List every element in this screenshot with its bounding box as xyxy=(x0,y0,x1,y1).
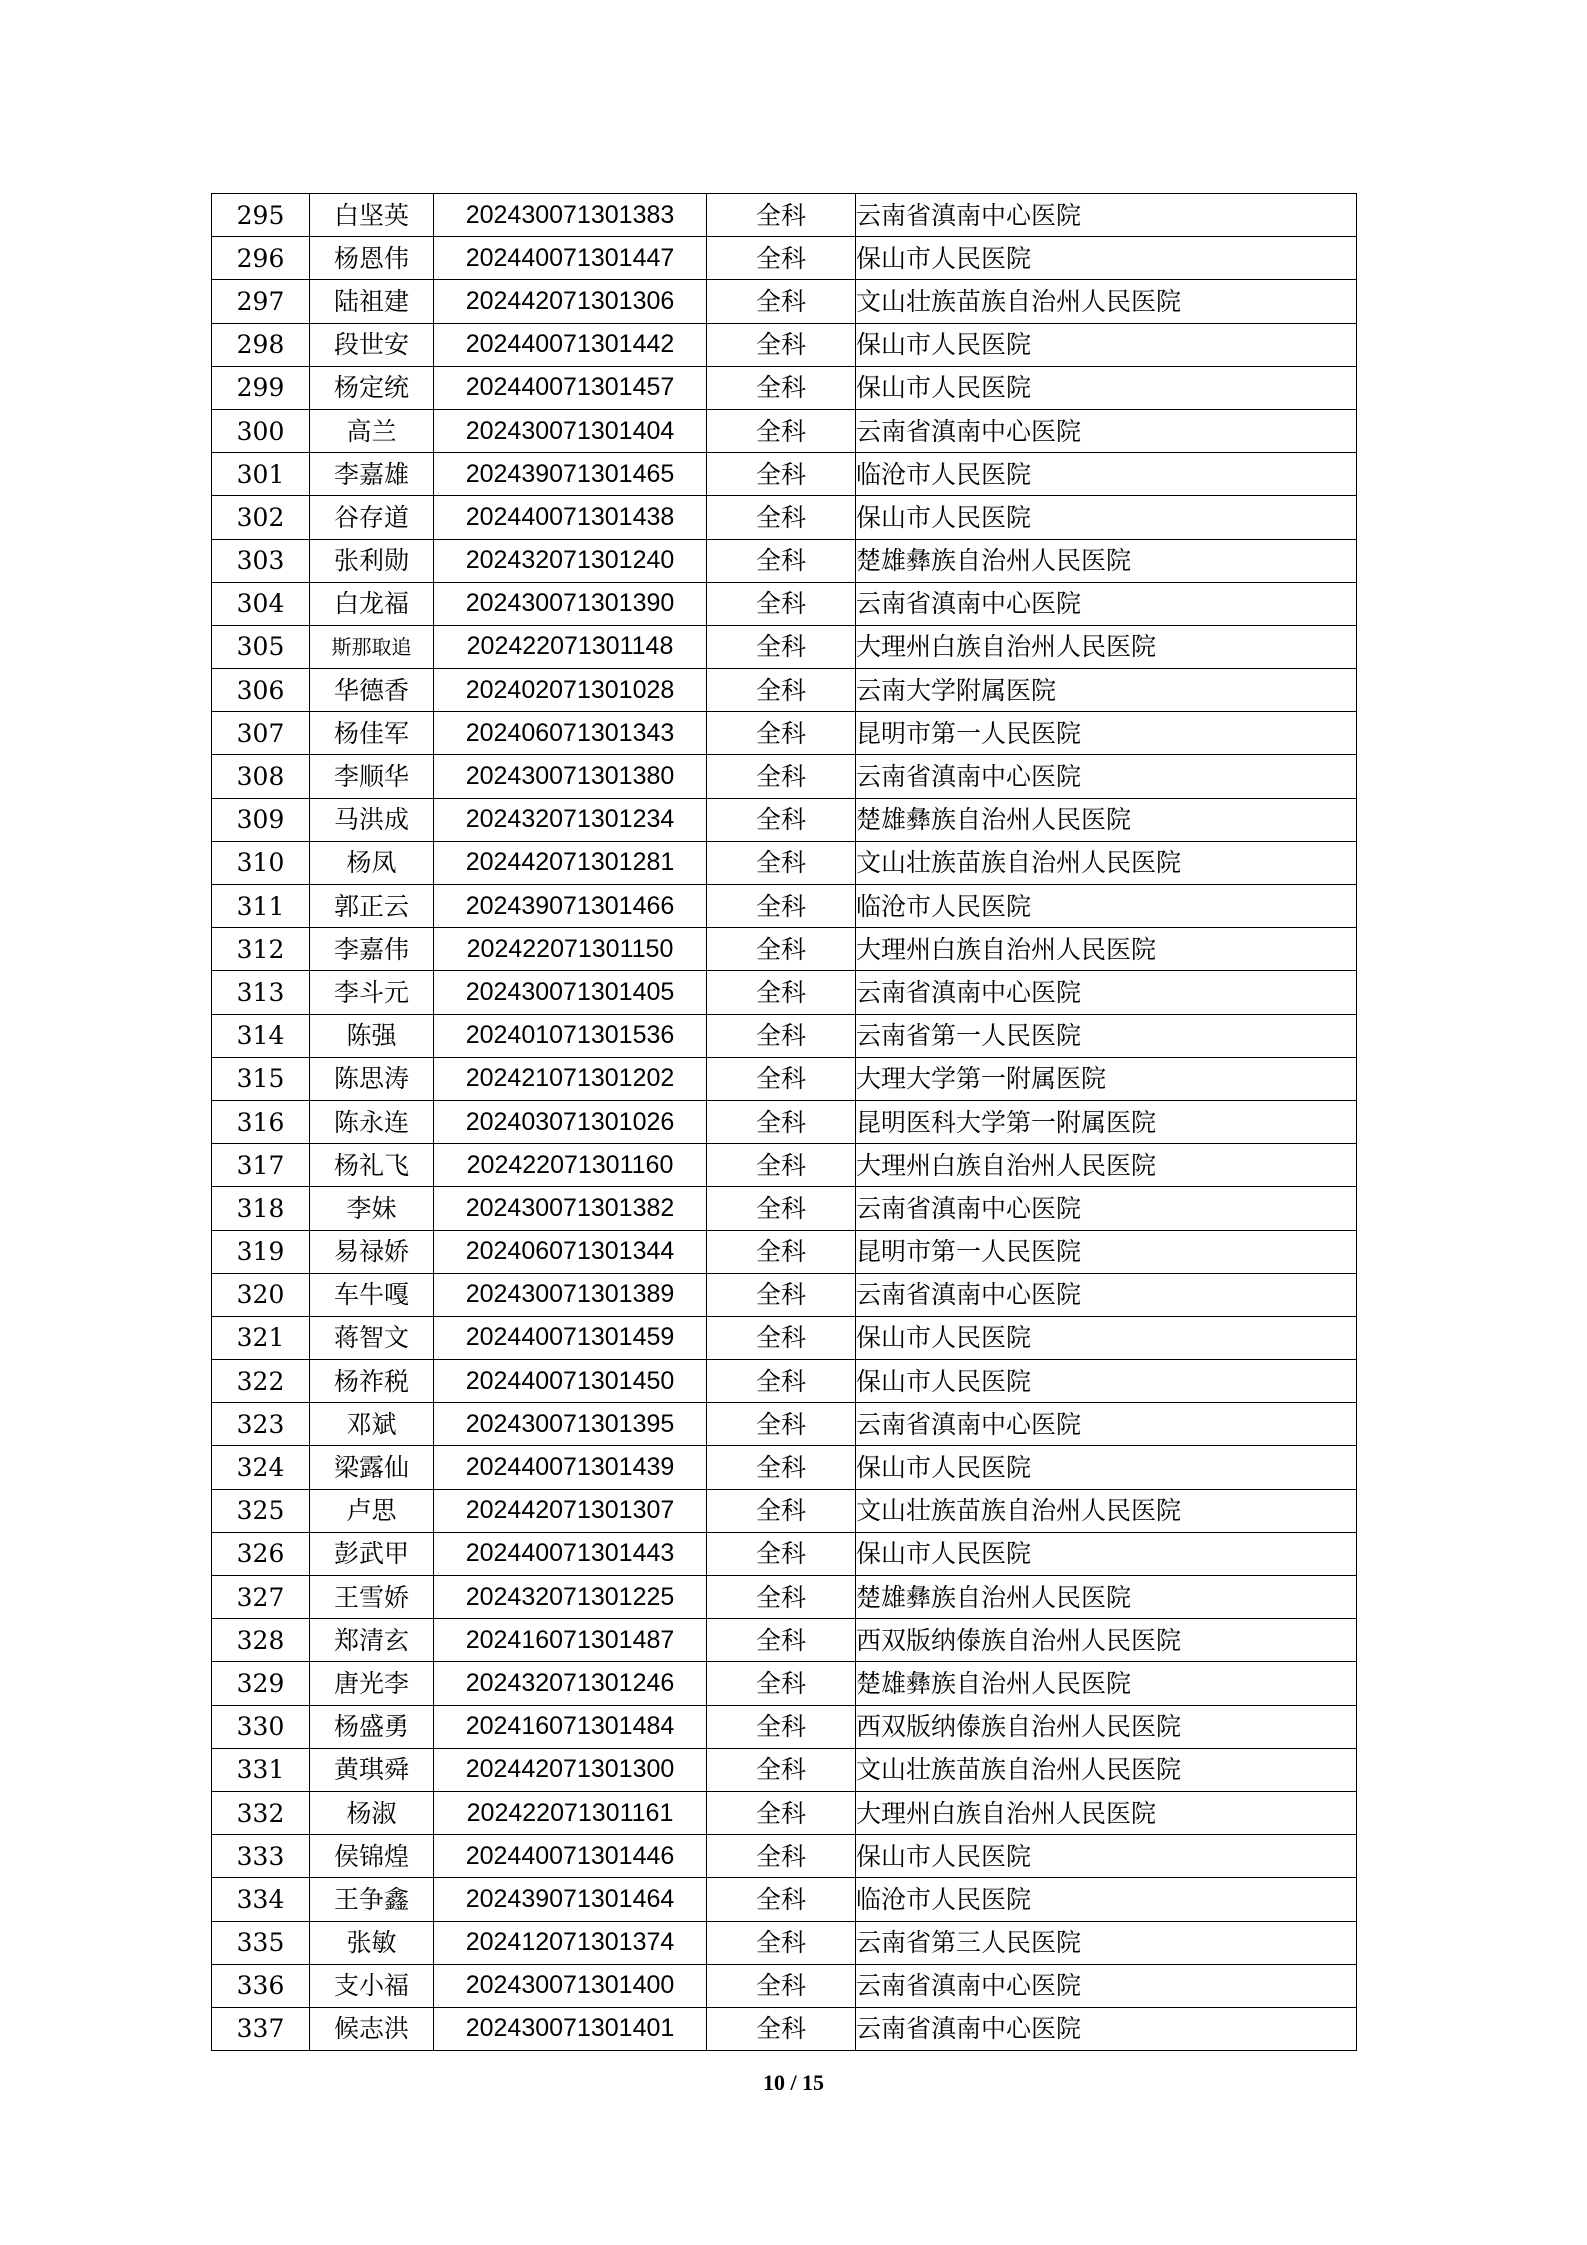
row-number-cell: 331 xyxy=(212,1748,310,1791)
specialty-cell: 全科 xyxy=(707,1921,856,1964)
name-cell: 王争鑫 xyxy=(310,1878,434,1921)
id-number-cell: 202440071301442 xyxy=(434,323,707,366)
row-number-cell: 322 xyxy=(212,1360,310,1403)
specialty-cell: 全科 xyxy=(707,280,856,323)
table-row xyxy=(212,798,1357,841)
id-number-cell: 202430071301395 xyxy=(434,1403,707,1446)
row-number-cell: 308 xyxy=(212,755,310,798)
row-number-cell: 330 xyxy=(212,1705,310,1748)
name-cell: 陆祖建 xyxy=(310,280,434,323)
table-row xyxy=(212,1057,1357,1100)
id-number-cell: 202422071301161 xyxy=(434,1791,707,1834)
name-cell: 梁露仙 xyxy=(310,1446,434,1489)
id-number-cell: 202432071301240 xyxy=(434,539,707,582)
row-number-cell: 310 xyxy=(212,841,310,884)
id-number-cell: 202432071301225 xyxy=(434,1576,707,1619)
hospital-cell: 临沧市人民医院 xyxy=(856,885,1357,928)
name-cell: 杨祚税 xyxy=(310,1360,434,1403)
hospital-cell: 大理州白族自治州人民医院 xyxy=(856,1791,1357,1834)
specialty-cell: 全科 xyxy=(707,1230,856,1273)
name-cell: 王雪娇 xyxy=(310,1576,434,1619)
id-number-cell: 202440071301446 xyxy=(434,1835,707,1878)
hospital-cell: 保山市人民医院 xyxy=(856,1446,1357,1489)
row-number-cell: 323 xyxy=(212,1403,310,1446)
hospital-cell: 云南省滇南中心医院 xyxy=(856,1403,1357,1446)
name-cell: 陈思涛 xyxy=(310,1057,434,1100)
row-number-cell: 309 xyxy=(212,798,310,841)
id-number-cell: 202440071301443 xyxy=(434,1532,707,1575)
hospital-cell: 保山市人民医院 xyxy=(856,496,1357,539)
hospital-cell: 临沧市人民医院 xyxy=(856,1878,1357,1921)
row-number-cell: 313 xyxy=(212,971,310,1014)
table-row xyxy=(212,194,1357,237)
name-cell: 易禄娇 xyxy=(310,1230,434,1273)
specialty-cell: 全科 xyxy=(707,1964,856,2007)
name-cell: 邓斌 xyxy=(310,1403,434,1446)
name-cell: 郭正云 xyxy=(310,885,434,928)
row-number-cell: 320 xyxy=(212,1273,310,1316)
table-row xyxy=(212,1489,1357,1532)
id-number-cell: 202412071301374 xyxy=(434,1921,707,1964)
id-number-cell: 202440071301459 xyxy=(434,1316,707,1359)
specialty-cell: 全科 xyxy=(707,841,856,884)
specialty-cell: 全科 xyxy=(707,1532,856,1575)
table-row xyxy=(212,928,1357,971)
specialty-cell: 全科 xyxy=(707,194,856,237)
hospital-cell: 云南省滇南中心医院 xyxy=(856,2007,1357,2050)
hospital-cell: 云南省滇南中心医院 xyxy=(856,1187,1357,1230)
specialty-cell: 全科 xyxy=(707,323,856,366)
table-row xyxy=(212,1705,1357,1748)
name-cell: 陈强 xyxy=(310,1014,434,1057)
table-row xyxy=(212,669,1357,712)
row-number-cell: 329 xyxy=(212,1662,310,1705)
table-row xyxy=(212,323,1357,366)
id-number-cell: 202442071301281 xyxy=(434,841,707,884)
hospital-cell: 昆明市第一人民医院 xyxy=(856,712,1357,755)
table-row xyxy=(212,1878,1357,1921)
row-number-cell: 328 xyxy=(212,1619,310,1662)
hospital-cell: 云南省第一人民医院 xyxy=(856,1014,1357,1057)
hospital-cell: 云南大学附属医院 xyxy=(856,669,1357,712)
table-row xyxy=(212,280,1357,323)
row-number-cell: 295 xyxy=(212,194,310,237)
table-row xyxy=(212,1230,1357,1273)
hospital-cell: 保山市人民医院 xyxy=(856,1532,1357,1575)
id-number-cell: 202422071301150 xyxy=(434,928,707,971)
specialty-cell: 全科 xyxy=(707,1144,856,1187)
id-number-cell: 202442071301307 xyxy=(434,1489,707,1532)
name-cell: 卢思 xyxy=(310,1489,434,1532)
id-number-cell: 202430071301401 xyxy=(434,2007,707,2050)
id-number-cell: 202440071301457 xyxy=(434,366,707,409)
name-cell: 杨定统 xyxy=(310,366,434,409)
table-row xyxy=(212,1187,1357,1230)
name-cell: 李嘉伟 xyxy=(310,928,434,971)
row-number-cell: 312 xyxy=(212,928,310,971)
hospital-cell: 保山市人民医院 xyxy=(856,1835,1357,1878)
table-row xyxy=(212,1835,1357,1878)
id-number-cell: 202421071301202 xyxy=(434,1057,707,1100)
name-cell: 杨盛勇 xyxy=(310,1705,434,1748)
table-row xyxy=(212,539,1357,582)
table-row xyxy=(212,1446,1357,1489)
hospital-cell: 文山壮族苗族自治州人民医院 xyxy=(856,841,1357,884)
name-cell: 谷存道 xyxy=(310,496,434,539)
row-number-cell: 315 xyxy=(212,1057,310,1100)
specialty-cell: 全科 xyxy=(707,1835,856,1878)
hospital-cell: 云南省滇南中心医院 xyxy=(856,1273,1357,1316)
table-row xyxy=(212,366,1357,409)
hospital-cell: 云南省滇南中心医院 xyxy=(856,971,1357,1014)
name-cell: 白龙福 xyxy=(310,582,434,625)
specialty-cell: 全科 xyxy=(707,1791,856,1834)
specialty-cell: 全科 xyxy=(707,1057,856,1100)
id-number-cell: 202430071301400 xyxy=(434,1964,707,2007)
specialty-cell: 全科 xyxy=(707,1705,856,1748)
hospital-cell: 云南省第三人民医院 xyxy=(856,1921,1357,1964)
row-number-cell: 335 xyxy=(212,1921,310,1964)
id-number-cell: 202440071301450 xyxy=(434,1360,707,1403)
hospital-cell: 文山壮族苗族自治州人民医院 xyxy=(856,1489,1357,1532)
table-row xyxy=(212,1100,1357,1143)
specialty-cell: 全科 xyxy=(707,539,856,582)
name-cell: 李妹 xyxy=(310,1187,434,1230)
hospital-cell: 保山市人民医院 xyxy=(856,366,1357,409)
row-number-cell: 317 xyxy=(212,1144,310,1187)
table-row xyxy=(212,971,1357,1014)
hospital-cell: 楚雄彝族自治州人民医院 xyxy=(856,1576,1357,1619)
page-number: 10 / 15 xyxy=(762,2070,825,2095)
name-cell: 斯那取追 xyxy=(310,625,434,668)
name-cell: 黄琪舜 xyxy=(310,1748,434,1791)
hospital-cell: 楚雄彝族自治州人民医院 xyxy=(856,539,1357,582)
specialty-cell: 全科 xyxy=(707,971,856,1014)
table-row xyxy=(212,1921,1357,1964)
hospital-cell: 大理州白族自治州人民医院 xyxy=(856,625,1357,668)
row-number-cell: 303 xyxy=(212,539,310,582)
name-cell: 段世安 xyxy=(310,323,434,366)
table-row xyxy=(212,885,1357,928)
specialty-cell: 全科 xyxy=(707,1316,856,1359)
name-cell: 李嘉雄 xyxy=(310,453,434,496)
specialty-cell: 全科 xyxy=(707,1576,856,1619)
id-number-cell: 202439071301464 xyxy=(434,1878,707,1921)
specialty-cell: 全科 xyxy=(707,496,856,539)
row-number-cell: 307 xyxy=(212,712,310,755)
row-number-cell: 327 xyxy=(212,1576,310,1619)
hospital-cell: 云南省滇南中心医院 xyxy=(856,755,1357,798)
table-row xyxy=(212,2007,1357,2050)
row-number-cell: 326 xyxy=(212,1532,310,1575)
hospital-cell: 保山市人民医院 xyxy=(856,1316,1357,1359)
hospital-cell: 文山壮族苗族自治州人民医院 xyxy=(856,280,1357,323)
row-number-cell: 300 xyxy=(212,409,310,452)
name-cell: 杨淑 xyxy=(310,1791,434,1834)
table-row xyxy=(212,1748,1357,1791)
table-row xyxy=(212,1014,1357,1057)
specialty-cell: 全科 xyxy=(707,453,856,496)
id-number-cell: 202430071301405 xyxy=(434,971,707,1014)
specialty-cell: 全科 xyxy=(707,366,856,409)
name-cell: 张利勋 xyxy=(310,539,434,582)
row-number-cell: 311 xyxy=(212,885,310,928)
table-row xyxy=(212,1273,1357,1316)
table-row xyxy=(212,496,1357,539)
row-number-cell: 302 xyxy=(212,496,310,539)
specialty-cell: 全科 xyxy=(707,237,856,280)
name-cell: 侯锦煌 xyxy=(310,1835,434,1878)
row-number-cell: 332 xyxy=(212,1791,310,1834)
hospital-cell: 云南省滇南中心医院 xyxy=(856,194,1357,237)
specialty-cell: 全科 xyxy=(707,1662,856,1705)
id-number-cell: 202439071301466 xyxy=(434,885,707,928)
specialty-cell: 全科 xyxy=(707,669,856,712)
table-row xyxy=(212,1403,1357,1446)
id-number-cell: 202422071301160 xyxy=(434,1144,707,1187)
name-cell: 李斗元 xyxy=(310,971,434,1014)
id-number-cell: 202442071301306 xyxy=(434,280,707,323)
id-number-cell: 202406071301344 xyxy=(434,1230,707,1273)
name-cell: 张敏 xyxy=(310,1921,434,1964)
roster-table-body xyxy=(212,194,1357,2051)
hospital-cell: 大理大学第一附属医院 xyxy=(856,1057,1357,1100)
table-row xyxy=(212,1662,1357,1705)
table-row xyxy=(212,237,1357,280)
specialty-cell: 全科 xyxy=(707,1360,856,1403)
name-cell: 候志洪 xyxy=(310,2007,434,2050)
name-cell: 唐光李 xyxy=(310,1662,434,1705)
id-number-cell: 202442071301300 xyxy=(434,1748,707,1791)
name-cell: 杨礼飞 xyxy=(310,1144,434,1187)
hospital-cell: 大理州白族自治州人民医院 xyxy=(856,1144,1357,1187)
id-number-cell: 202440071301447 xyxy=(434,237,707,280)
hospital-cell: 文山壮族苗族自治州人民医院 xyxy=(856,1748,1357,1791)
row-number-cell: 297 xyxy=(212,280,310,323)
row-number-cell: 301 xyxy=(212,453,310,496)
hospital-cell: 楚雄彝族自治州人民医院 xyxy=(856,798,1357,841)
specialty-cell: 全科 xyxy=(707,1748,856,1791)
hospital-cell: 临沧市人民医院 xyxy=(856,453,1357,496)
name-cell: 杨凤 xyxy=(310,841,434,884)
id-number-cell: 202432071301234 xyxy=(434,798,707,841)
specialty-cell: 全科 xyxy=(707,409,856,452)
id-number-cell: 202403071301026 xyxy=(434,1100,707,1143)
specialty-cell: 全科 xyxy=(707,1014,856,1057)
table-row xyxy=(212,1619,1357,1662)
name-cell: 杨恩伟 xyxy=(310,237,434,280)
id-number-cell: 202406071301343 xyxy=(434,712,707,755)
row-number-cell: 298 xyxy=(212,323,310,366)
specialty-cell: 全科 xyxy=(707,1100,856,1143)
specialty-cell: 全科 xyxy=(707,712,856,755)
specialty-cell: 全科 xyxy=(707,1403,856,1446)
row-number-cell: 319 xyxy=(212,1230,310,1273)
id-number-cell: 202440071301438 xyxy=(434,496,707,539)
hospital-cell: 保山市人民医院 xyxy=(856,237,1357,280)
table-row xyxy=(212,755,1357,798)
id-number-cell: 202430071301382 xyxy=(434,1187,707,1230)
table-row xyxy=(212,1360,1357,1403)
row-number-cell: 333 xyxy=(212,1835,310,1878)
id-number-cell: 202439071301465 xyxy=(434,453,707,496)
row-number-cell: 316 xyxy=(212,1100,310,1143)
specialty-cell: 全科 xyxy=(707,1878,856,1921)
hospital-cell: 西双版纳傣族自治州人民医院 xyxy=(856,1705,1357,1748)
hospital-cell: 保山市人民医院 xyxy=(856,323,1357,366)
row-number-cell: 325 xyxy=(212,1489,310,1532)
table-row xyxy=(212,1576,1357,1619)
row-number-cell: 321 xyxy=(212,1316,310,1359)
table-row xyxy=(212,1532,1357,1575)
table-row xyxy=(212,409,1357,452)
id-number-cell: 202422071301148 xyxy=(434,625,707,668)
row-number-cell: 305 xyxy=(212,625,310,668)
id-number-cell: 202430071301390 xyxy=(434,582,707,625)
table-row xyxy=(212,1144,1357,1187)
specialty-cell: 全科 xyxy=(707,2007,856,2050)
specialty-cell: 全科 xyxy=(707,582,856,625)
row-number-cell: 334 xyxy=(212,1878,310,1921)
specialty-cell: 全科 xyxy=(707,1187,856,1230)
hospital-cell: 大理州白族自治州人民医院 xyxy=(856,928,1357,971)
row-number-cell: 336 xyxy=(212,1964,310,2007)
specialty-cell: 全科 xyxy=(707,755,856,798)
name-cell: 车牛嘎 xyxy=(310,1273,434,1316)
id-number-cell: 202440071301439 xyxy=(434,1446,707,1489)
name-cell: 蒋智文 xyxy=(310,1316,434,1359)
table-row xyxy=(212,453,1357,496)
name-cell: 彭武甲 xyxy=(310,1532,434,1575)
table-row xyxy=(212,1964,1357,2007)
specialty-cell: 全科 xyxy=(707,798,856,841)
specialty-cell: 全科 xyxy=(707,885,856,928)
id-number-cell: 202401071301536 xyxy=(434,1014,707,1057)
hospital-cell: 昆明医科大学第一附属医院 xyxy=(856,1100,1357,1143)
row-number-cell: 324 xyxy=(212,1446,310,1489)
hospital-cell: 楚雄彝族自治州人民医院 xyxy=(856,1662,1357,1705)
specialty-cell: 全科 xyxy=(707,1489,856,1532)
hospital-cell: 云南省滇南中心医院 xyxy=(856,582,1357,625)
id-number-cell: 202430071301380 xyxy=(434,755,707,798)
name-cell: 马洪成 xyxy=(310,798,434,841)
id-number-cell: 202430071301383 xyxy=(434,194,707,237)
roster-table xyxy=(211,193,1357,2051)
name-cell: 陈永连 xyxy=(310,1100,434,1143)
hospital-cell: 昆明市第一人民医院 xyxy=(856,1230,1357,1273)
row-number-cell: 306 xyxy=(212,669,310,712)
hospital-cell: 云南省滇南中心医院 xyxy=(856,1964,1357,2007)
row-number-cell: 304 xyxy=(212,582,310,625)
table-row xyxy=(212,1791,1357,1834)
row-number-cell: 296 xyxy=(212,237,310,280)
hospital-cell: 保山市人民医院 xyxy=(856,1360,1357,1403)
hospital-cell: 云南省滇南中心医院 xyxy=(856,409,1357,452)
specialty-cell: 全科 xyxy=(707,625,856,668)
id-number-cell: 202430071301404 xyxy=(434,409,707,452)
id-number-cell: 202402071301028 xyxy=(434,669,707,712)
row-number-cell: 318 xyxy=(212,1187,310,1230)
table-row xyxy=(212,582,1357,625)
row-number-cell: 299 xyxy=(212,366,310,409)
row-number-cell: 337 xyxy=(212,2007,310,2050)
specialty-cell: 全科 xyxy=(707,928,856,971)
name-cell: 华德香 xyxy=(310,669,434,712)
name-cell: 郑清玄 xyxy=(310,1619,434,1662)
row-number-cell: 314 xyxy=(212,1014,310,1057)
table-row xyxy=(212,1316,1357,1359)
specialty-cell: 全科 xyxy=(707,1446,856,1489)
table-row xyxy=(212,625,1357,668)
specialty-cell: 全科 xyxy=(707,1619,856,1662)
name-cell: 李顺华 xyxy=(310,755,434,798)
specialty-cell: 全科 xyxy=(707,1273,856,1316)
name-cell: 杨佳军 xyxy=(310,712,434,755)
table-row xyxy=(212,712,1357,755)
id-number-cell: 202432071301246 xyxy=(434,1662,707,1705)
id-number-cell: 202416071301487 xyxy=(434,1619,707,1662)
id-number-cell: 202430071301389 xyxy=(434,1273,707,1316)
name-cell: 高兰 xyxy=(310,409,434,452)
name-cell: 支小福 xyxy=(310,1964,434,2007)
name-cell: 白坚英 xyxy=(310,194,434,237)
hospital-cell: 西双版纳傣族自治州人民医院 xyxy=(856,1619,1357,1662)
id-number-cell: 202416071301484 xyxy=(434,1705,707,1748)
table-row xyxy=(212,841,1357,884)
